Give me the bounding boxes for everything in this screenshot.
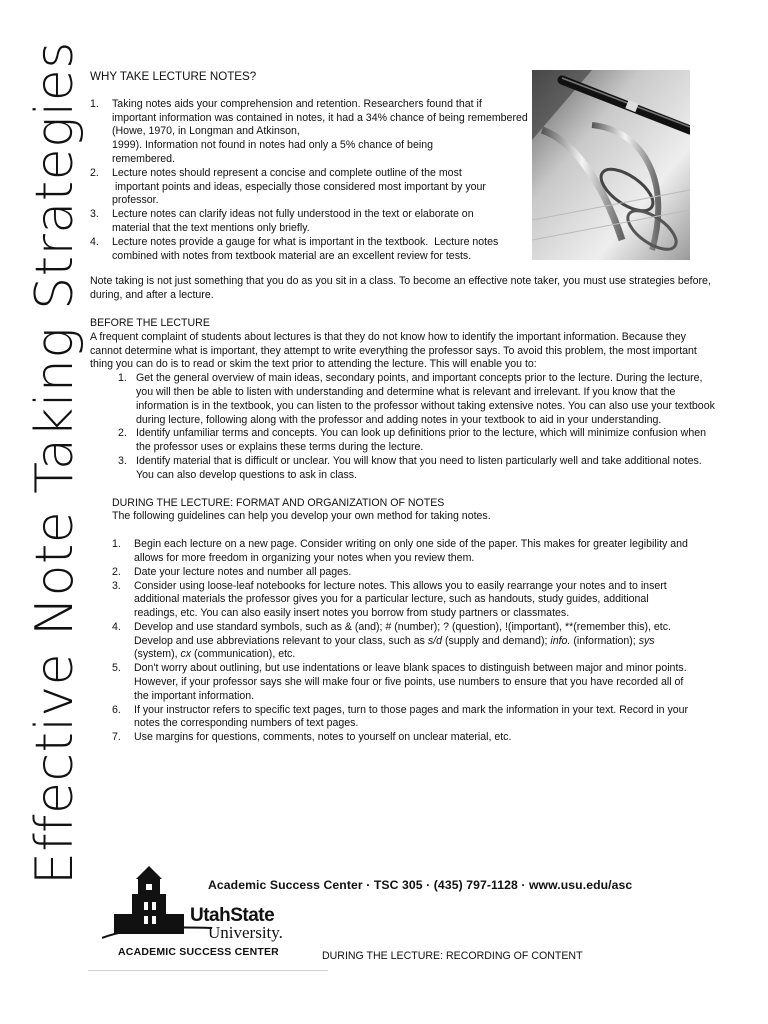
during-subheading: The following guidelines can help you develop your own method for taking notes. [112,510,491,523]
intro-paragraph: Note taking is not just something that you do as you sit in a class. To become an effective note taker, you must use strategies before, during, and after a lecture. [90,275,711,302]
list-item: 2. Date your lecture notes and number all pages. [112,565,352,578]
why-line: Lecture notes should represent a concise and complete outline of the most [112,166,462,179]
why-list-item: 4. Lecture notes provide a gauge for what is important in the textbook. Lecture notes combined with notes from textbook material are an excellent review for tests. [90,235,499,262]
why-line: 1999). Information not found in notes had only a 5% chance of being [112,139,433,152]
why-line: important information was contained in notes, it had a 34% chance of being remembered [112,111,528,124]
list-item: 1. Begin each lecture on a new page. Consider writing on only one side of the paper. This makes for greater legibility and allows for more freedom in organizing your notes when you review them. [112,538,688,564]
during-list [112,538,692,745]
list-item: 7. Use margins for questions, comments, notes to yourself on unclear material, etc. [112,731,512,744]
why-line: professor. [112,194,159,207]
list-item: 1. Get the general overview of main ideas, secondary points, and important concepts prior to the lecture. During the lecture, you will then be able to listen with understanding and determine what is relevant and irrelevant. If you know that the information is in the textbook, you can listen to the professor without taking extensive notes. You can also use your textbook during lecture, following along with the professor and adding notes in your textbook to aid in your understanding. [118,372,715,426]
side-title: Effective Note Taking Strategies [25,41,85,885]
why-line: Taking notes aids your comprehension and retention. Researchers found that if [112,97,482,110]
why-list-item: 1. Taking notes aids your comprehension and retention. Researchers found that if important information was contained in notes, it had a 34% chance of being remembered (Howe, 1970, in Longman and Atkinson, 1999). Information not found in notes had only a 5% chance of being remembered. [90,97,528,165]
list-item: 6. If your instructor refers to specific text pages, turn to those pages and mark the information in your text. Record in your notes the corresponding numbers of text pages. [112,703,689,730]
list-item: 3. Identify material that is difficult or unclear. You will know that you need to listen particularly well and take additional notes. You can also develop questions to ask in class. [118,454,702,481]
list-item: 3. Consider using loose-leaf notebooks for lecture notes. This allows you to easily rearrange your notes and to insert additional materials the professor gives you for a particular lecture, such as handouts, study guides, additional readings, etc. You can also easily insert notes you borrow from study partners or classmates. [112,579,667,620]
footer-divider [88,970,328,971]
logo-utahstate: UtahState [190,905,275,926]
logo-university: University. [208,923,283,942]
why-line: important points and ideas, especially those considered most important by your [112,180,486,193]
list-item: 2. Identify unfamiliar terms and concepts. You can look up definitions prior to the lecture, which will minimize confusion when the professor uses or explains these terms during the lecture. [118,427,707,454]
why-list-item: 3. Lecture notes can clarify ideas not fully understood in the text or elaborate on material that the text mentions only briefly. [90,208,474,234]
before-heading: BEFORE THE LECTURE [90,316,210,329]
why-heading: WHY TAKE LECTURE NOTES? [90,70,257,83]
main-content [90,70,720,745]
logo-academic-success-center: ACADEMIC SUCCESS CENTER [118,946,279,958]
why-list [90,97,528,264]
why-line: (Howe, 1970, in Longman and Atkinson, [112,125,300,138]
list-item: 4. Develop and use standard symbols, such as & (and); # (number); ? (question), !(important), **(remember this), etc. Develop and use abbreviations relevant to your class, such as s/d (supply and demand); info. (information); sys (system), cx (communication), etc. [112,620,671,661]
during-heading: DURING THE LECTURE: FORMAT AND ORGANIZATION OF NOTES [112,496,445,509]
why-line: material that the text mentions only briefly. [112,221,310,234]
list-item: 5. Don't worry about outlining, but use indentations or leave blank spaces to distinguish between major and minor points. However, if your professor says she will make four or five points, use numbers to ensure that you have recorded all of the important information. [112,662,687,702]
before-body: A frequent complaint of students about lectures is that they do not know how to identify the important information. Because they cannot determine what is important, they attempt to write everything the professor says. To avoid this problem, the most important thing you can do is to read or skim the text prior to attending the lecture. This will enable you to: [90,330,697,371]
why-line: Lecture notes can clarify ideas not fully understood in the text or elaborate on [112,208,474,221]
why-list-item: 2. Lecture notes should represent a concise and complete outline of the most important points and ideas, especially those considered most important by your professor. [90,166,486,207]
why-line: remembered. [112,152,175,165]
contact-line: Academic Success Center · TSC 305 · (435) 797-1128 · www.usu.edu/asc [208,878,633,892]
why-line: combined with notes from textbook material are an excellent review for tests. [112,249,472,262]
before-list [118,372,718,482]
next-section-heading: DURING THE LECTURE: RECORDING OF CONTENT [322,950,583,962]
why-line: Lecture notes provide a gauge for what is important in the textbook. Lecture notes [112,235,499,248]
